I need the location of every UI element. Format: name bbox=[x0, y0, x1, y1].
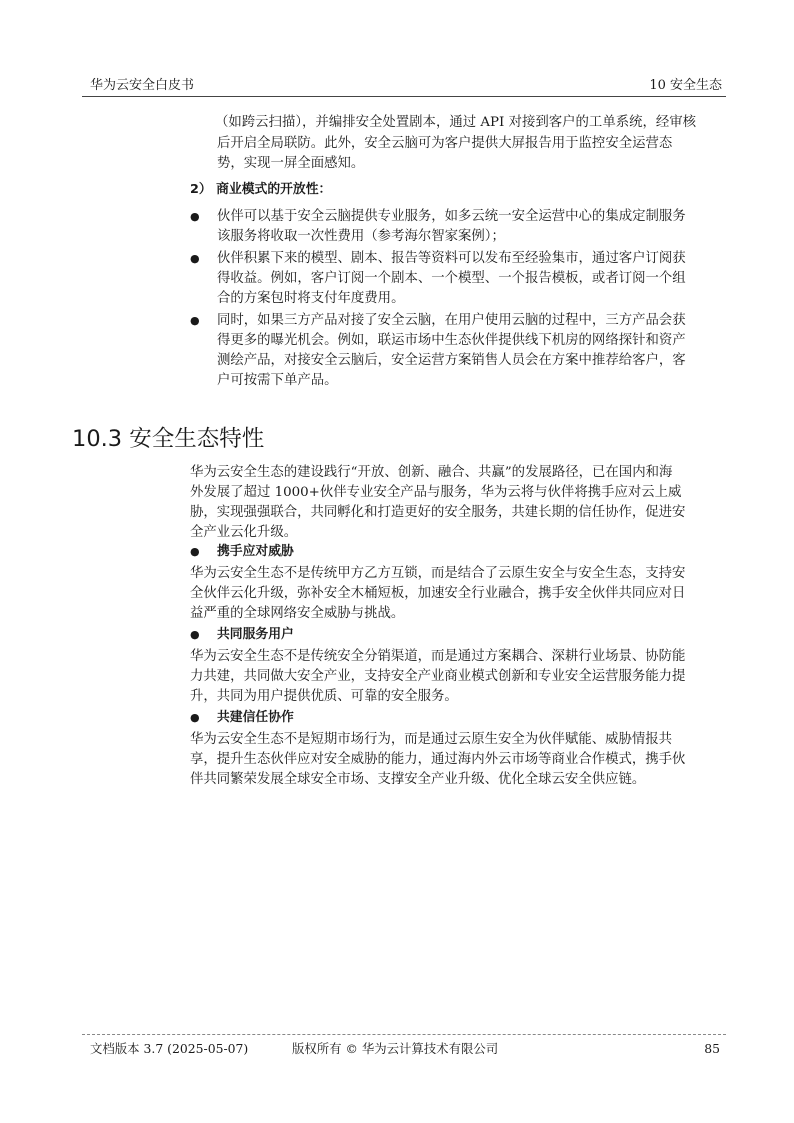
footer-copyright: 版权所有 © 华为云计算技术有限公司 bbox=[292, 1041, 499, 1056]
bullet-3-line-4: 户可按需下单产品。 bbox=[217, 373, 338, 388]
feature-3-line-2: 享，提升生态伙伴应对安全威胁的能力，通过海内外云市场等商业合作模式，携手伙 bbox=[190, 752, 686, 767]
bullet-icon: ● bbox=[190, 210, 200, 223]
bullet-1-line-2: 该服务将收取一次性费用（参考海尔智家案例）； bbox=[217, 229, 505, 244]
bullet-3-line-1: 同时，如果三方产品对接了安全云脑，在用户使用云脑的过程中，三方产品会获 bbox=[217, 313, 686, 328]
section-heading: 10.3 安全生态特性 bbox=[72, 426, 265, 452]
bullet-icon: ● bbox=[190, 628, 200, 641]
feature-3-line-3: 伴共同繁荣发展全球安全市场、支撑安全产业升级、优化全球云安全供应链。 bbox=[190, 772, 646, 787]
business-model-subheading: 2） 商业模式的开放性： bbox=[190, 182, 332, 197]
bullet-1-line-1: 伙伴可以基于安全云脑提供专业服务，如多云统一安全运营中心的集成定制服务 bbox=[217, 209, 686, 224]
intro-line-2: 后开启全局联防。此外，安全云脑可为客户提供大屏报告用于监控安全运营态 bbox=[217, 136, 673, 151]
bullet-icon: ● bbox=[190, 252, 200, 265]
feature-title-threats: 携手应对威胁 bbox=[217, 544, 294, 559]
feature-1-line-2: 全伙伴云化升级，弥补安全木桶短板，加速安全行业融合，携手安全伙伴共同应对日 bbox=[190, 586, 686, 601]
feature-2-line-3: 升，共同为用户提供优质、可靠的安全服务。 bbox=[190, 689, 458, 704]
bullet-icon: ● bbox=[190, 545, 200, 558]
bullet-icon: ● bbox=[190, 711, 200, 724]
bullet-2-line-1: 伙伴积累下来的模型、剧本、报告等资料可以发布至经验集市，通过客户订阅获 bbox=[217, 251, 686, 266]
bullet-2-line-2: 得收益。例如，客户订阅一个剧本、一个模型、一个报告模板，或者订阅一个组 bbox=[217, 271, 686, 286]
feature-title-serve-users: 共同服务用户 bbox=[217, 627, 294, 642]
bullet-icon: ● bbox=[190, 314, 200, 327]
bullet-3-line-2: 得更多的曝光机会。例如，联运市场中生态伙伴提供线下机房的网络探针和资产 bbox=[217, 333, 686, 348]
bullet-3-line-3: 测绘产品，对接安全云脑后，安全运营方案销售人员会在方案中推荐给客户，客 bbox=[217, 353, 686, 368]
feature-2-line-2: 力共建，共同做大安全产业，支持安全产业商业模式创新和专业安全运营服务能力提 bbox=[190, 669, 686, 684]
feature-1-line-3: 益严重的全球网络安全威胁与挑战。 bbox=[190, 606, 405, 621]
section-intro-line-1: 华为云安全生态的建设践行“开放、创新、融合、共赢”的发展路径，已在国内和海 bbox=[190, 465, 673, 480]
feature-2-line-1: 华为云安全生态不是传统安全分销渠道，而是通过方案耦合、深耕行业场景、协防能 bbox=[190, 649, 686, 664]
section-intro-line-4: 全产业云化升级。 bbox=[190, 525, 298, 540]
footer-rule bbox=[82, 1034, 726, 1035]
section-intro-line-3: 胁，实现强强联合，共同孵化和打造更好的安全服务，共建长期的信任协作，促进安 bbox=[190, 505, 686, 520]
feature-1-line-1: 华为云安全生态不是传统甲方乙方互锁，而是结合了云原生安全与安全生态，支持安 bbox=[190, 566, 686, 581]
header-doc-title: 华为云安全白皮书 bbox=[90, 78, 195, 93]
page-number: 85 bbox=[704, 1041, 720, 1056]
intro-line-1: （如跨云扫描），并编排安全处置剧本，通过 API 对接到客户的工单系统，经审核 bbox=[215, 115, 697, 130]
header-chapter: 10 安全生态 bbox=[649, 78, 722, 93]
section-intro-line-2: 外发展了超过 1000+伙伴专业安全产品与服务，华为云将与伙伴将携手应对云上威 bbox=[190, 485, 682, 500]
intro-line-3: 势，实现一屏全面感知。 bbox=[217, 156, 365, 171]
footer-version: 文档版本 3.7 (2025-05-07) bbox=[90, 1041, 249, 1056]
header-rule bbox=[82, 96, 726, 97]
feature-title-trust: 共建信任协作 bbox=[217, 710, 294, 725]
running-header bbox=[82, 76, 726, 96]
feature-3-line-1: 华为云安全生态不是短期市场行为，而是通过云原生安全为伙伴赋能、威胁情报共 bbox=[190, 732, 673, 747]
bullet-2-line-3: 合的方案包时将支付年度费用。 bbox=[217, 291, 405, 306]
